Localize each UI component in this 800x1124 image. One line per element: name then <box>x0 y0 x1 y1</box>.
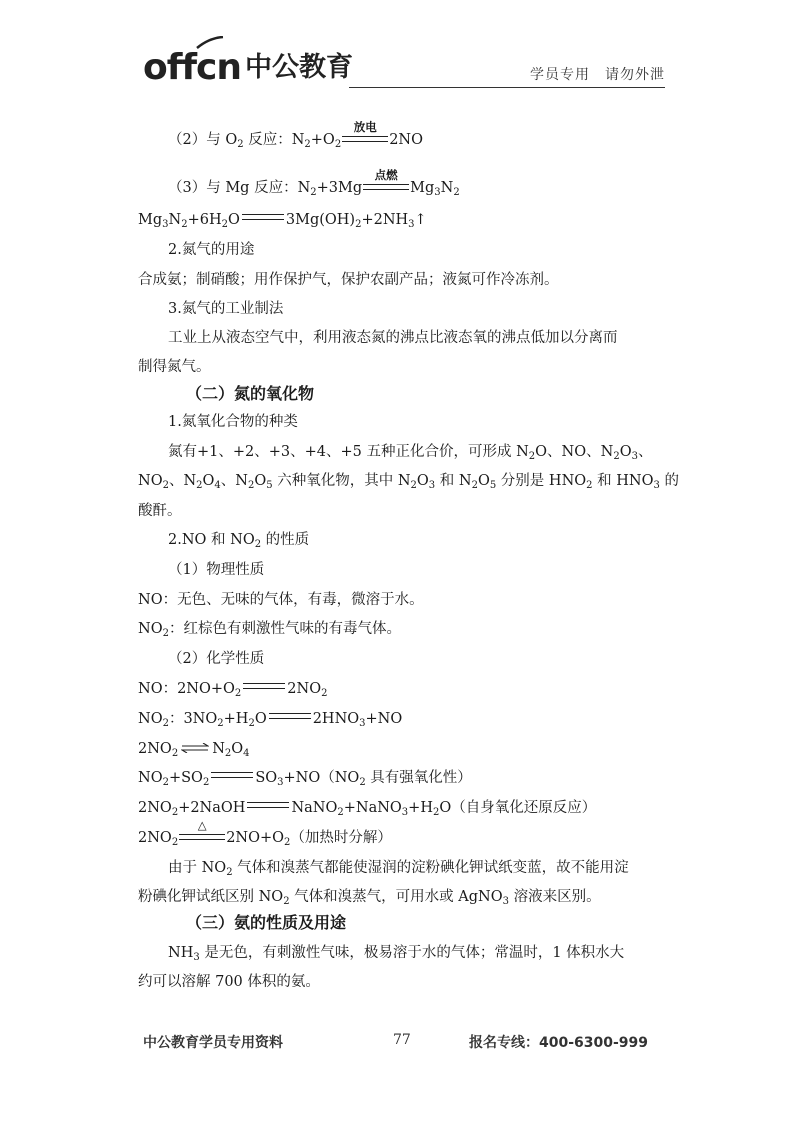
condition-arrow: △ <box>178 830 226 850</box>
paragraph: 约可以溶解 700 体积的氨。 <box>138 974 320 990</box>
paragraph: 由于 $NO_2$ 气体和溴蒸气都能使湿润的淀粉碘化钾试纸变蓝，故不能用淀 <box>168 860 629 878</box>
subheading: 2.氮气的用途 <box>168 242 255 258</box>
equation-line: $2NO_2$ $N_2O_4$ <box>138 741 250 759</box>
page-number: 77 <box>393 1032 411 1048</box>
paragraph: 合成氨；制硝酸；用作保护气，保护农副产品；液氮可作冷冻剂。 <box>138 272 559 288</box>
condition-arrow: 点燃 <box>362 180 410 200</box>
subheading: 3.氮气的工业制法 <box>168 301 284 317</box>
paragraph: 粉碘化钾试纸区别 $NO_2$ 气体和溴蒸气，可用水或 AgNO$_3$ 溶液来区别。 <box>138 889 601 907</box>
paragraph: 酸酐。 <box>138 503 182 519</box>
paragraph: $NH_3$ 是无色，有刺激性气味，极易溶于水的气体；常温时，1 体积水大 <box>168 945 625 963</box>
paragraph: $NO_2$：红棕色有刺激性气味的有毒气体。 <box>138 621 401 639</box>
equation-line: $NO_2$：$3NO_2+H_2O$ $2HNO_3+NO$ <box>138 711 403 729</box>
footer-left-text: 中公教育学员专用资料 <box>143 1035 283 1051</box>
page-header <box>143 38 665 90</box>
paragraph: $NO_2$、$N_2O_4$、$N_2O_5$ 六种氧化物，其中 $N_2O_3$ 和 $N_2O_5$ 分别是 $HNO_2$ 和 $HNO_3$ 的 <box>138 473 679 491</box>
footer-hotline: 报名专线：400-6300-999 <box>469 1035 649 1051</box>
logo-cn-text: 中公教育 <box>245 52 354 83</box>
header-tag: 学员专用 请勿外泄 <box>530 67 665 83</box>
reversible-arrow-icon <box>181 743 209 753</box>
paragraph: 制得氮气。 <box>138 359 211 375</box>
subheading: 2.NO 和 $NO_2$ 的性质 <box>168 532 310 550</box>
paragraph: NO：无色、无味的气体，有毒，微溶于水。 <box>138 592 424 608</box>
page-footer <box>143 1032 663 1052</box>
equation-line: $2NO_2+2NaOH$ $NaNO_2+NaNO_3+H_2O$（自身氧化还原反应） <box>138 800 597 818</box>
paragraph: 工业上从液态空气中，利用液态氮的沸点比液态氧的沸点低加以分离而 <box>168 330 618 346</box>
condition-arrow: 放电 <box>341 132 389 152</box>
equation-line: NO：$2NO+O_2$ $2NO_2$ <box>138 681 328 699</box>
logo-offcn-text: offcn <box>143 47 242 88</box>
logo-swoosh-icon <box>195 36 225 50</box>
paragraph: 氮有+1、+2、+3、+4、+5 五种正化合价，可形成 $N_2O$、NO、$N_2O_3$、 <box>168 444 653 462</box>
section-heading: （二）氮的氧化物 <box>186 384 315 403</box>
section-heading: （三）氨的性质及用途 <box>186 913 347 932</box>
reaction-o2-line: （2）与 $O_2$ 反应：$N_2+O_2$ 放电 2NO <box>168 120 424 150</box>
subheading: 1.氮氧化合物的种类 <box>168 414 298 430</box>
equation-line: $NO_2+SO_2$ $SO_3+NO(NO_2$ 具有强氧化性） <box>138 770 472 788</box>
reaction-mg-line: （3）与 Mg 反应：$N_2+3Mg$ 点燃 $Mg_3N_2$ <box>168 168 460 198</box>
logo <box>143 42 353 88</box>
equation-line: $2NO_2$ △ $2NO+O_2$（加热时分解） <box>138 818 392 848</box>
reaction-hydrolysis-line: $Mg_3N_2+6H_2O$ $3Mg(OH)_2+2NH_3↑$ <box>138 212 427 230</box>
subheading: （1）物理性质 <box>168 562 265 578</box>
header-rule <box>349 87 665 88</box>
subheading: （2）化学性质 <box>168 651 265 667</box>
